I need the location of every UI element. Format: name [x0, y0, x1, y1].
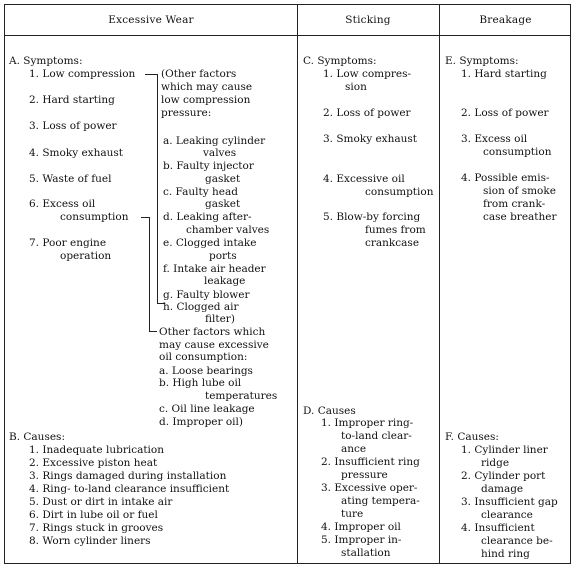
cause-item: 5. Dust or dirt in intake air — [29, 496, 173, 508]
cause-item: 3. Insufficient gap — [461, 496, 558, 508]
section-b-title: B. Causes: — [9, 431, 65, 443]
cause-item: 8. Worn cylinder liners — [29, 535, 151, 547]
note-line: oil consumption: — [159, 351, 248, 363]
symptom-item-cont: sion — [345, 81, 367, 93]
cause-item-cont: ridge — [481, 457, 510, 469]
symptom-item-cont: crankcase — [365, 237, 420, 249]
cause-item-cont: damage — [481, 483, 524, 495]
bracket-line — [145, 74, 157, 75]
factor-item: c. Oil line leakage — [159, 403, 255, 415]
header-sticking: Sticking — [345, 14, 391, 26]
factor-item: a. Leaking cylinder — [163, 135, 266, 147]
symptom-item: 4. Possible emis- — [461, 172, 550, 184]
header-excessive-wear: Excessive Wear — [108, 14, 194, 26]
symptom-item: 4. Excessive oil — [323, 173, 405, 185]
section-d-title: D. Causes — [303, 405, 356, 417]
column-divider-1 — [297, 5, 298, 563]
section-e-title: E. Symptoms: — [445, 55, 519, 67]
bracket-line — [141, 217, 149, 218]
header-divider — [5, 35, 570, 36]
factor-item-cont: filter) — [205, 313, 235, 325]
factor-item: b. High lube oil — [159, 377, 242, 389]
symptom-item-cont: fumes from — [365, 224, 426, 236]
factor-item-cont: gasket — [205, 173, 241, 185]
cause-item: 2. Insufficient ring — [321, 456, 420, 468]
section-c-title: C. Symptoms: — [303, 55, 377, 67]
factor-item: e. Clogged intake — [163, 237, 257, 249]
factor-item-cont: leakage — [204, 275, 246, 287]
factor-item: b. Faulty injector — [163, 160, 254, 172]
factor-item-cont: ports — [209, 250, 237, 262]
bracket-line — [149, 331, 157, 332]
header-breakage: Breakage — [479, 14, 532, 26]
note-line: may cause excessive — [159, 339, 269, 351]
cause-item-cont: pressure — [341, 469, 388, 481]
section-f-title: F. Causes: — [445, 431, 499, 443]
factor-item: f. Intake air header — [163, 263, 266, 275]
cause-item-cont: ture — [341, 508, 364, 520]
note-line: (Other factors — [161, 68, 237, 80]
factor-item: c. Faulty head — [163, 186, 238, 198]
symptom-item: 5. Blow-by forcing — [323, 211, 421, 223]
symptom-item: 7. Poor engine — [29, 237, 107, 249]
cause-item: 3. Excessive oper- — [321, 482, 418, 494]
column-divider-2 — [439, 5, 440, 563]
cause-item: 2. Cylinder port — [461, 470, 546, 482]
factor-item-cont: gasket — [205, 198, 241, 210]
cause-item-cont: hind ring — [481, 548, 530, 560]
factor-item: g. Faulty blower — [163, 289, 250, 301]
symptom-item-cont: consumption — [483, 146, 552, 158]
symptom-item: 1. Low compres- — [323, 68, 412, 80]
bracket-line — [149, 217, 150, 331]
symptom-item: 1. Hard starting — [461, 68, 547, 80]
symptom-item: 4. Smoky exhaust — [29, 147, 123, 159]
note-line: which may cause — [161, 81, 253, 93]
symptom-item-cont: operation — [60, 250, 112, 262]
cause-item-cont: ating tempera- — [341, 495, 420, 507]
cause-item: 4. Insufficient — [461, 522, 535, 534]
note-line: low compression — [161, 94, 251, 106]
symptom-item: 3. Smoky exhaust — [323, 133, 417, 145]
cause-item-cont: to-land clear- — [341, 430, 412, 442]
symptom-item-cont: from crank- — [483, 198, 546, 210]
cause-item-cont: clearance — [481, 509, 533, 521]
factor-item: a. Loose bearings — [159, 365, 253, 377]
factor-item-cont: chamber valves — [186, 224, 270, 236]
note-line: pressure: — [161, 107, 212, 119]
factor-item: h. Clogged air — [163, 301, 239, 313]
factor-item: d. Improper oil) — [159, 416, 243, 428]
symptom-item: 3. Excess oil — [461, 133, 528, 145]
symptom-item: 1. Low compression — [29, 68, 136, 80]
cause-item: 1. Cylinder liner — [461, 444, 548, 456]
factor-item-cont: temperatures — [205, 390, 278, 402]
cause-item: 7. Rings stuck in grooves — [29, 522, 164, 534]
cause-item: 2. Excessive piston heat — [29, 457, 158, 469]
cause-item-cont: clearance be- — [481, 535, 553, 547]
symptom-item: 5. Waste of fuel — [29, 173, 112, 185]
cause-item-cont: stallation — [341, 547, 391, 559]
cause-item: 3. Rings damaged during installation — [29, 470, 227, 482]
factor-item: d. Leaking after- — [163, 211, 252, 223]
symptom-item-cont: consumption — [365, 186, 434, 198]
factor-item-cont: valves — [203, 147, 237, 159]
symptom-item: 2. Loss of power — [461, 107, 549, 119]
troubleshooting-table — [4, 4, 571, 564]
symptom-item: 2. Loss of power — [323, 107, 411, 119]
section-a-title: A. Symptoms: — [9, 55, 83, 67]
cause-item: 4. Ring- to-land clearance insufficient — [29, 483, 230, 495]
cause-item: 5. Improper in- — [321, 534, 402, 546]
cause-item: 4. Improper oil — [321, 521, 401, 533]
cause-item: 1. Improper ring- — [321, 417, 414, 429]
symptom-item: 3. Loss of power — [29, 120, 117, 132]
cause-item-cont: ance — [341, 443, 367, 455]
bracket-line — [157, 74, 158, 303]
symptom-item: 6. Excess oil — [29, 198, 96, 210]
cause-item: 1. Inadequate lubrication — [29, 444, 164, 456]
cause-item: 6. Dirt in lube oil or fuel — [29, 509, 158, 521]
symptom-item-cont: sion of smoke — [483, 185, 556, 197]
note-line: Other factors which — [159, 326, 266, 338]
symptom-item: 2. Hard starting — [29, 94, 115, 106]
symptom-item-cont: case breather — [483, 211, 557, 223]
symptom-item-cont: consumption — [60, 211, 129, 223]
